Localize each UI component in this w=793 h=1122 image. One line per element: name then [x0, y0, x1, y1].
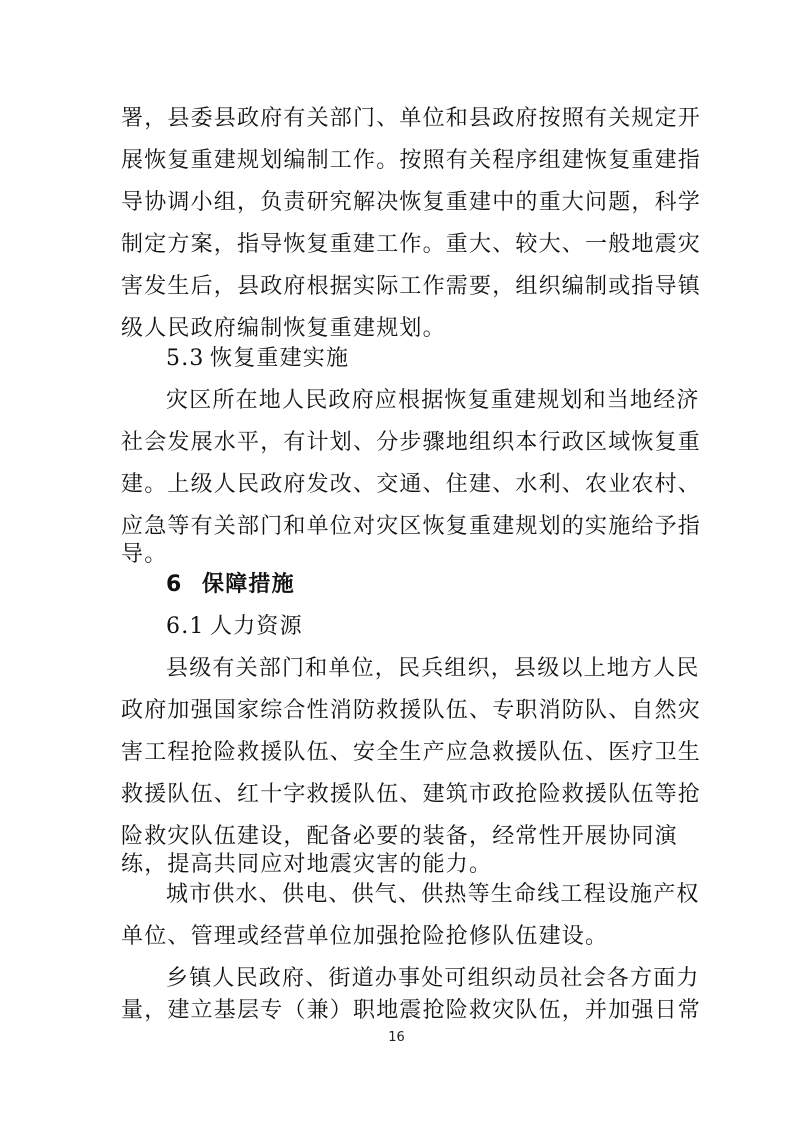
paragraph-a-line: 展恢复重建规划编制工作。按照有关程序组建恢复重建指 [121, 148, 702, 173]
section-number: 6 [166, 572, 183, 597]
paragraph-e-line: 量，建立基层专（兼）职地震抢险救灾队伍，并加强日常 [121, 998, 702, 1023]
paragraph-d-line: 城市供水、供电、供气、供热等生命线工程设施产权 [166, 882, 700, 907]
paragraph-a-line: 署，县委县政府有关部门、单位和县政府按照有关规定开 [121, 106, 702, 131]
section-title: 保障措施 [202, 572, 295, 597]
paragraph-a-line: 制定方案，指导恢复重建工作。重大、较大、一般地震灾 [121, 232, 702, 257]
paragraph-a-line: 害发生后，县政府根据实际工作需要，组织编制或指导镇 [121, 274, 702, 299]
paragraph-b-line: 导。 [121, 542, 168, 567]
paragraph-e-line: 乡镇人民政府、街道办事处可组织动员社会各方面力 [166, 966, 700, 991]
section-number: 5.3 [166, 346, 205, 371]
paragraph-c-line: 县级有关部门和单位，民兵组织，县级以上地方人民 [166, 656, 700, 681]
paragraph-b-line: 灾区所在地人民政府应根据恢复重建规划和当地经济 [166, 388, 700, 413]
paragraph-a-line: 导协调小组，负责研究解决恢复重建中的重大问题，科学 [121, 190, 702, 215]
section-heading-6 [166, 570, 726, 600]
paragraph-b-line: 建。上级人民政府发改、交通、住建、水利、农业农村、 [121, 472, 702, 497]
paragraph-c-line: 害工程抢险救援队伍、安全生产应急救援队伍、医疗卫生 [121, 740, 702, 765]
section-title: 恢复重建实施 [210, 346, 350, 371]
section-title: 人力资源 [210, 614, 303, 639]
paragraph-c-line: 险救灾队伍建设，配备必要的装备，经常性开展协同演 [121, 824, 678, 849]
paragraph-c-line: 政府加强国家综合性消防救援队伍、专职消防队、自然灾 [121, 698, 702, 723]
paragraph-b-line: 应急等有关部门和单位对灾区恢复重建规划的实施给予指 [121, 514, 702, 539]
page-number: 16 [388, 1030, 405, 1045]
paragraph-c-line: 救援队伍、红十字救援队伍、建筑市政抢险救援队伍等抢 [121, 782, 702, 807]
paragraph-c-line: 练，提高共同应对地震灾害的能力。 [121, 852, 493, 877]
paragraph-a-line: 级人民政府编制恢复重建规划。 [121, 316, 446, 341]
section-heading-5-3 [166, 344, 726, 374]
paragraph-d-line: 单位、管理或经营单位加强抢险抢修队伍建设。 [121, 924, 609, 949]
section-heading-6-1 [166, 612, 726, 642]
paragraph-b-line: 社会发展水平，有计划、分步骤地组织本行政区域恢复重 [121, 430, 702, 455]
section-number: 6.1 [166, 614, 205, 639]
